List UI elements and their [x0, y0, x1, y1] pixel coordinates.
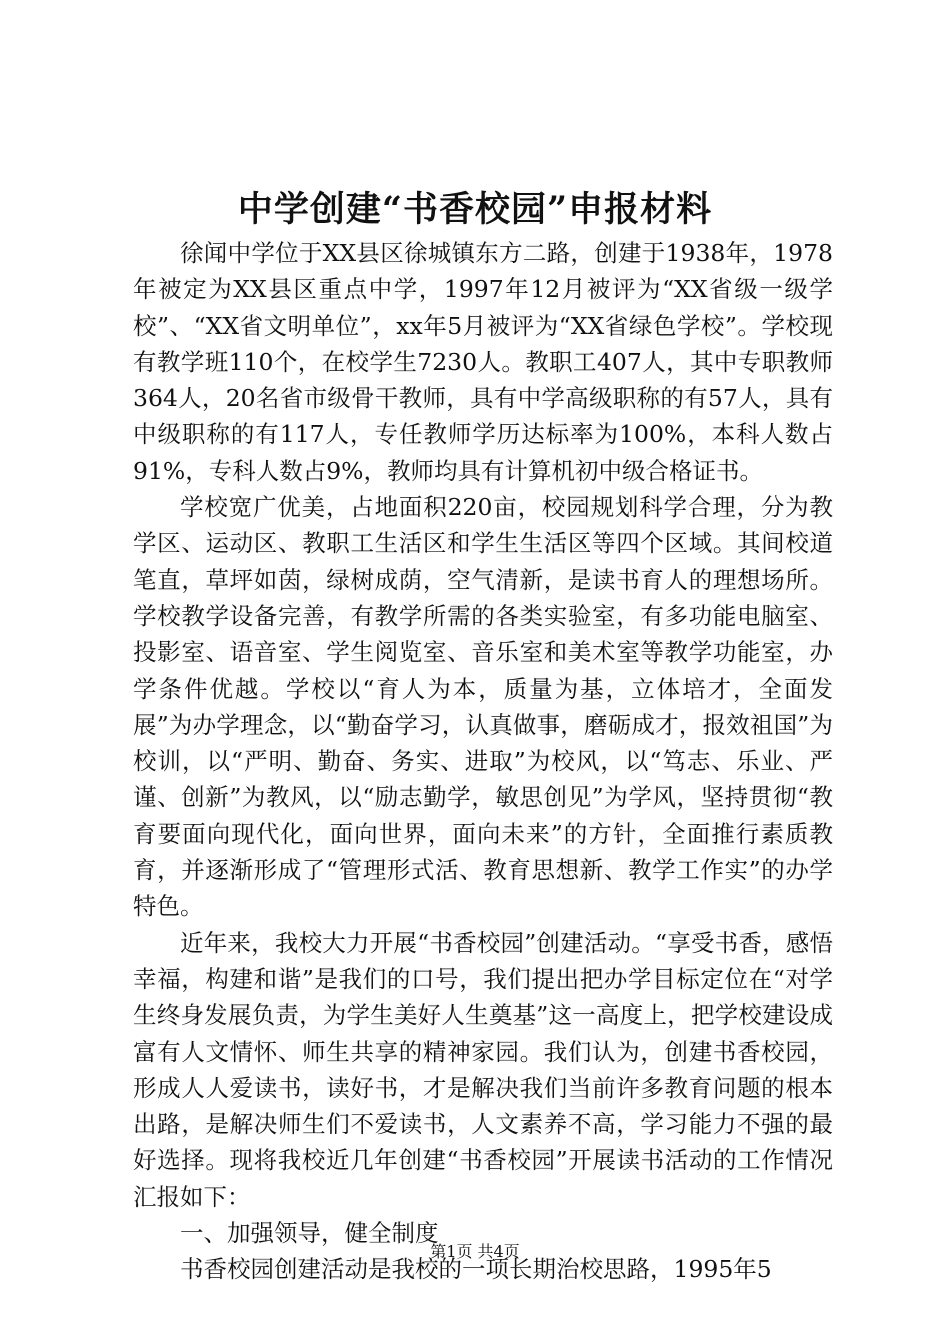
document-body — [133, 235, 833, 1288]
paragraph-leadership-start: 书香校园创建活动是我校的一项长期治校思路，1995年5 — [180, 1255, 772, 1284]
paragraph-school-overview: 徐闻中学位于XX县区徐城镇东方二路，创建于1938年，1978年被定为XX县区重点中学，1997年12月被评为“XX省级一级学校”、“XX省文明单位”，xx年5月被评为“XX省绿色学校”。学校现有教学班110个，在校学生7230人。教职工407人，其中专职教师364人，20名省市级骨干教师，具有中学高级职称的有57人，具有中级职称的有117人，专任教师学历达标率为100%，本科人数占91%，专科人数占9%，教师均具有计算机初中级合格证书。 — [133, 239, 833, 485]
section-heading-leadership: 一、加强领导，健全制度 — [180, 1219, 439, 1248]
paragraph-campus-description: 学校宽广优美，占地面积220亩，校园规划科学合理，分为教学区、运动区、教职工生活区和学生生活区等四个区域。其间校道笔直，草坪如茵，绿树成荫，空气清新，是读书育人的理想场所。学校教学设备完善，有教学所需的各类实验室，有多功能电脑室、投影室、语音室、学生阅览室、音乐室和美术室等教学功能室，办学条件优越。学校以“育人为本，质量为基，立体培才，全面发展”为办学理念，以“勤奋学习，认真做事，磨砺成才，报效祖国”为校训，以“严明、勤奋、务实、进取”为校风，以“笃志、乐业、严谨、创新”为教风，以“励志勤学，敏思创见”为学风，坚持贯彻“教育要面向现代化，面向世界，面向未来”的方针，全面推行素质教育，并逐渐形成了“管理形式活、教育思想新、教学工作实”的办学特色。 — [133, 493, 833, 921]
paragraph-reading-campus-intro: 近年来，我校大力开展“书香校园”创建活动。“享受书香，感悟幸福，构建和谐”是我们的口号，我们提出把办学目标定位在“对学生终身发展负责，为学生美好人生奠基”这一高度上，把学校建设成富有人文情怀、师生共享的精神家园。我们认为，创建书香校园，形成人人爱读书，读好书，才是解决我们当前许多教育问题的根本出路，是解决师生们不爱读书，人文素养不高，学习能力不强的最好选择。现将我校近几年创建“书香校园”开展读书活动的工作情况汇报如下： — [133, 928, 833, 1211]
document-title: 中学创建“书香校园”申报材料 — [237, 189, 713, 230]
page-number-footer: 第1页 共4页 — [430, 1242, 520, 1261]
